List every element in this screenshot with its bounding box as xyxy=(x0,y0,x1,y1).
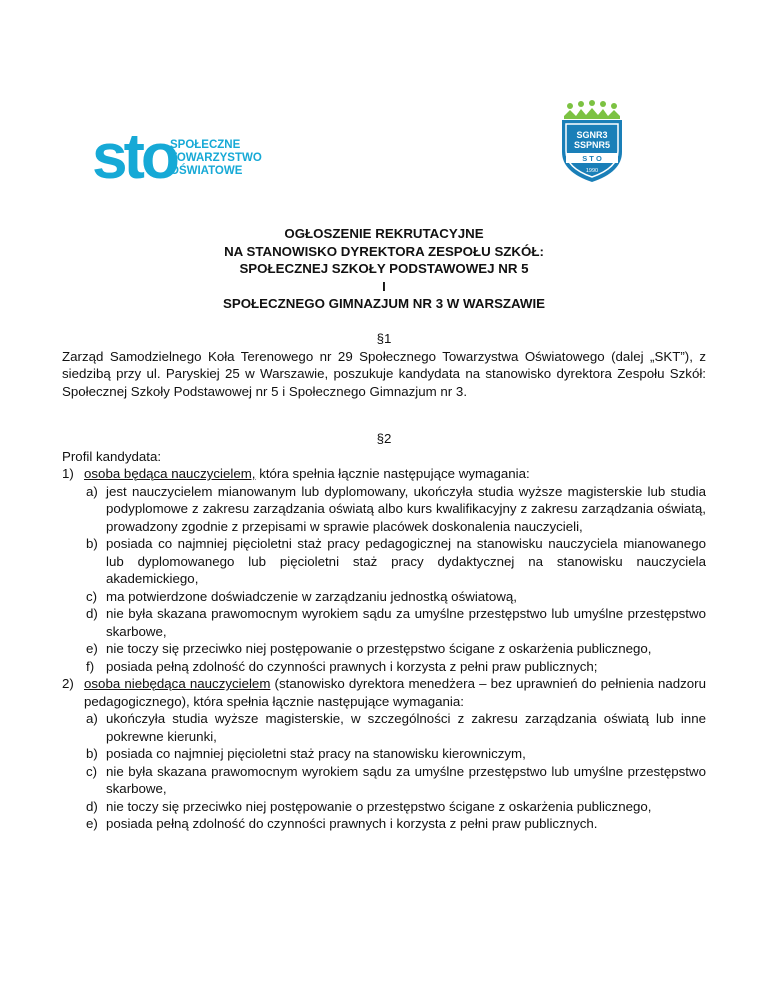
sub-list-item xyxy=(62,658,706,676)
list-item xyxy=(62,465,706,483)
sub-marker: a) xyxy=(86,483,98,499)
sub-marker: a) xyxy=(86,711,98,726)
sto-logo-line: TOWARZYSTWO xyxy=(170,152,262,164)
list-item-text: która spełnia łącznie następujące wymagania: xyxy=(255,466,530,481)
sub-marker: d) xyxy=(86,606,98,621)
sub-text: nie toczy się przeciwko niej postępowanie o przestępstwo ścigane z oskarżenia publicznego, xyxy=(106,641,652,656)
section-2-mark: §2 xyxy=(376,431,392,446)
announcement-heading xyxy=(0,225,768,313)
list-item-underlined: osoba niebędąca nauczycielem xyxy=(84,676,271,691)
section-1-mark: §1 xyxy=(376,331,392,346)
sub-text: jest nauczycielem mianowanym lub dyplomowany, ukończyła studia wyższe magisterskie lub studia podyplomowe z zakresu zarządzania oświatą albo kurs kwalifikacyjny z zakresu zarządzania oświatą, prowadzony zgodnie z przepisami w sprawie placówek doskonalenia nauczycieli, xyxy=(106,483,706,534)
badge-band: S T O xyxy=(582,154,602,163)
section-1 xyxy=(62,330,706,400)
sub-list-item xyxy=(62,815,706,833)
sub-text: posiada co najmniej pięcioletni staż pracy pedagogicznej na stanowisku nauczyciela mianowanego lub dyplomowanego lub pięcioletni staż pracy dydaktycznej na stanowisku nauczyciela akademickiego, xyxy=(106,536,706,586)
sub-marker: f) xyxy=(86,658,95,674)
sto-logo xyxy=(92,120,262,196)
heading-line: NA STANOWISKO DYREKTORA ZESPOŁU SZKÓŁ: xyxy=(224,243,544,259)
sub-text: posiada co najmniej pięcioletni staż pracy na stanowisku kierowniczym, xyxy=(106,746,526,761)
sub-text: nie była skazana prawomocnym wyrokiem sądu za umyślne przestępstwo lub umyślne przestępstwo skarbowe, xyxy=(106,606,706,639)
sub-list-item xyxy=(62,605,706,640)
list-item xyxy=(62,675,706,710)
list-item-underlined: osoba będąca nauczycielem, xyxy=(84,466,256,481)
sub-text: nie toczy się przeciwko niej postępowanie o przestępstwo ścigane z oskarżenia publicznego, xyxy=(106,798,652,814)
heading-line: SPOŁECZNEGO GIMNAZJUM NR 3 W WARSZAWIE xyxy=(222,296,546,311)
badge-line2: SSPNR5 xyxy=(573,140,611,150)
list-marker: 1) xyxy=(62,466,74,481)
sto-logo-line: OŚWIATOWE xyxy=(170,165,243,177)
list-marker: 2) xyxy=(62,676,74,691)
school-badge-logo xyxy=(556,100,628,184)
heading-line: SPOŁECZNEJ SZKOŁY PODSTAWOWEJ NR 5 xyxy=(239,261,529,276)
heading-line: I xyxy=(382,278,386,294)
sub-marker: d) xyxy=(86,798,98,814)
list-item-text: (stanowisko dyrektora menedżera – bez uprawnień do pełnienia nadzoru pedagogicznego), która spełnia łącznie następujące wymagania: xyxy=(84,676,707,709)
sto-logo-letters: sto xyxy=(92,120,176,192)
sub-text: ukończyła studia wyższe magisterskie, w szczególności z zakresu zarządzania oświatą lub inne pokrewne kierunki, xyxy=(106,711,706,744)
sub-list-item xyxy=(62,588,706,606)
sub-marker: c) xyxy=(86,763,98,779)
sub-text: posiada pełną zdolność do czynności prawnych i korzysta z pełni praw publicznych; xyxy=(106,658,598,674)
sub-text: ma potwierdzone doświadczenie w zarządzaniu jednostką oświatową, xyxy=(106,588,517,604)
sub-list-item xyxy=(62,640,706,658)
section-1-text: Zarząd Samodzielnego Koła Terenowego nr 29 Społecznego Towarzystwa Oświatowego (dalej „SKT”), z siedzibą przy ul. Paryskiej 25 w Warszawie, poszukuje kandydata na stanowisko dyrektora Zespołu Szkół: Społecznej Szkoły Podstawowej nr 5 i Społecznego Gimnazjum nr 3. xyxy=(62,348,706,399)
sub-list-item xyxy=(62,798,706,816)
sub-list-item xyxy=(62,483,706,536)
people-icon xyxy=(564,100,620,119)
sub-list-item xyxy=(62,535,706,588)
badge-year: 1990 xyxy=(585,168,599,174)
sto-logo-text xyxy=(170,139,262,178)
sub-marker: e) xyxy=(86,641,98,656)
section-2-intro: Profil kandydata: xyxy=(62,448,162,464)
sub-marker: b) xyxy=(86,746,98,761)
badge-line1: SGNR3 xyxy=(576,130,608,140)
heading-line: OGŁOSZENIE REKRUTACYJNE xyxy=(284,226,484,241)
section-2 xyxy=(62,430,706,833)
sub-list-item xyxy=(62,710,706,745)
sub-list-item xyxy=(62,745,706,763)
sub-marker: e) xyxy=(86,816,98,831)
sub-text: nie była skazana prawomocnym wyrokiem sądu za umyślne przestępstwo lub umyślne przestępstwo skarbowe, xyxy=(106,763,706,796)
sto-logo-line: SPOŁECZNE xyxy=(170,139,241,151)
sub-text: posiada pełną zdolność do czynności prawnych i korzysta z pełni praw publicznych. xyxy=(106,816,598,831)
sub-marker: c) xyxy=(86,588,98,604)
sub-marker: b) xyxy=(86,536,98,551)
sub-list-item xyxy=(62,763,706,798)
